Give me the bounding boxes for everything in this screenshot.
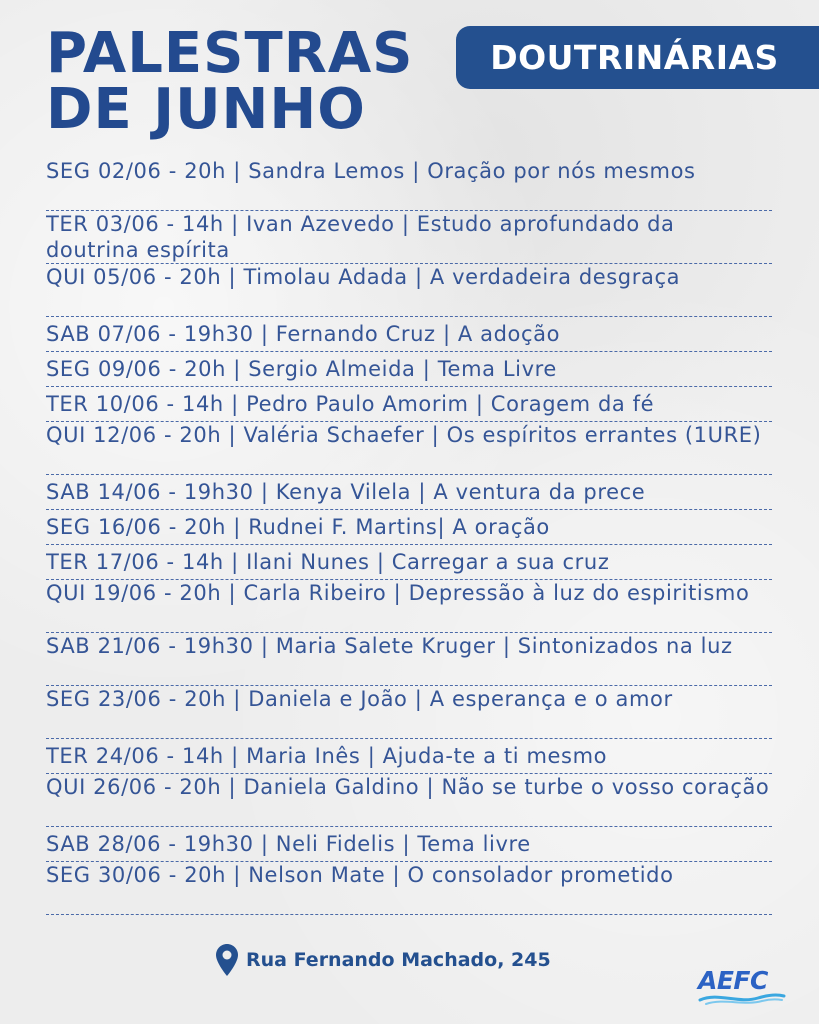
- schedule-item: [46, 510, 772, 545]
- schedule-item: [46, 739, 772, 774]
- schedule-item-text: SEG 16/06 - 20h | Rudnei F. Martins| A oração: [46, 515, 550, 539]
- logo-text: AEFC: [698, 966, 768, 995]
- schedule-item-text: SAB 21/06 - 19h30 | Maria Salete Kruger | Sintonizados na luz: [46, 634, 733, 658]
- schedule-item: [46, 686, 772, 739]
- schedule-list: [46, 158, 772, 915]
- category-badge: DOUTRINÁRIAS: [456, 26, 819, 89]
- schedule-item: [46, 352, 772, 387]
- schedule-item: [46, 422, 772, 475]
- schedule-item-text: SAB 07/06 - 19h30 | Fernando Cruz | A adoção: [46, 322, 561, 346]
- logo-wave-icon: [698, 990, 786, 1006]
- schedule-item-text: QUI 05/06 - 20h | Timolau Adada | A verdadeira desgraça: [46, 265, 681, 289]
- schedule-item-text: QUI 26/06 - 20h | Daniela Galdino | Não se turbe o vosso coração: [46, 775, 770, 799]
- address-line: [216, 944, 551, 976]
- page-title: [46, 21, 414, 142]
- schedule-item: [46, 317, 772, 352]
- schedule-item: [46, 633, 772, 686]
- schedule-item-text: SEG 02/06 - 20h | Sandra Lemos | Oração por nós mesmos: [46, 159, 696, 183]
- schedule-item-text: TER 24/06 - 14h | Maria Inês | Ajuda-te a ti mesmo: [46, 744, 608, 768]
- schedule-item-text: TER 17/06 - 14h | Ilani Nunes | Carregar a sua cruz: [46, 550, 610, 574]
- schedule-item: [46, 827, 772, 862]
- title-line-1: PALESTRAS: [46, 21, 414, 86]
- schedule-item: [46, 475, 772, 510]
- schedule-item-text: QUI 12/06 - 20h | Valéria Schaefer | Os espíritos errantes (1URE): [46, 423, 762, 447]
- aefc-logo: [698, 966, 786, 1006]
- schedule-item: [46, 862, 772, 915]
- schedule-item-text: SAB 28/06 - 19h30 | Neli Fidelis | Tema livre: [46, 832, 531, 856]
- schedule-item-text: QUI 19/06 - 20h | Carla Ribeiro | Depressão à luz do espiritismo: [46, 581, 750, 605]
- schedule-item: [46, 545, 772, 580]
- schedule-item: [46, 158, 772, 211]
- title-line-2: DE JUNHO: [46, 77, 366, 142]
- schedule-item-text: TER 03/06 - 14h | Ivan Azevedo | Estudo aprofundado da doutrina espírita: [46, 212, 675, 262]
- schedule-item-text: SAB 14/06 - 19h30 | Kenya Vilela | A ventura da prece: [46, 480, 646, 504]
- schedule-item: [46, 264, 772, 317]
- schedule-item-text: SEG 09/06 - 20h | Sergio Almeida | Tema Livre: [46, 357, 557, 381]
- address-text: Rua Fernando Machado, 245: [246, 949, 551, 971]
- schedule-item: [46, 774, 772, 827]
- schedule-item: [46, 387, 772, 422]
- schedule-item-text: SEG 30/06 - 20h | Nelson Mate | O consolador prometido: [46, 863, 674, 887]
- schedule-item: [46, 211, 772, 264]
- schedule-item-text: SEG 23/06 - 20h | Daniela e João | A esperança e o amor: [46, 687, 673, 711]
- schedule-item-text: TER 10/06 - 14h | Pedro Paulo Amorim | Coragem da fé: [46, 392, 655, 416]
- location-pin-icon: [216, 944, 238, 976]
- schedule-item: [46, 580, 772, 633]
